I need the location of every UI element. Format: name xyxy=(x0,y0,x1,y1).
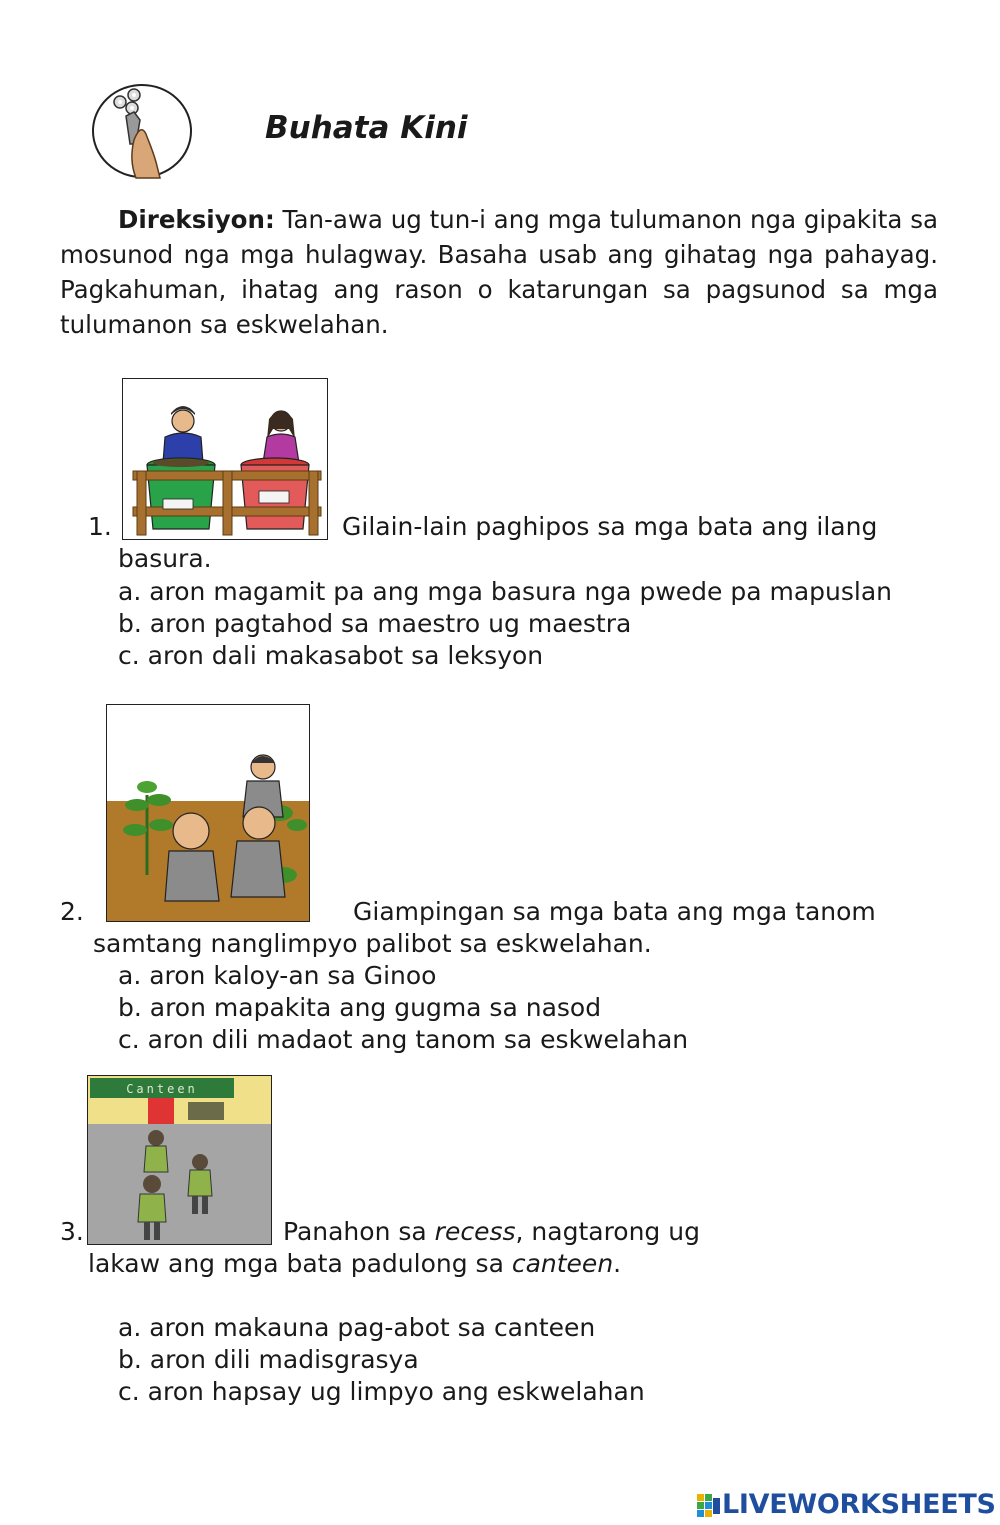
choice-option[interactable]: a. aron makauna pag-abot sa canteen xyxy=(118,1313,596,1342)
choice-option[interactable]: b. aron dili madisgrasya xyxy=(118,1345,419,1374)
wrench-hand-icon xyxy=(90,82,194,180)
worksheet-title: Buhata Kini xyxy=(265,110,468,146)
choice-option[interactable]: b. aron mapakita ang gugma sa nasod xyxy=(118,993,602,1022)
choice-option[interactable]: b. aron pagtahod sa maestro ug maestra xyxy=(118,609,632,638)
item-statement: Gilain-lain paghipos sa mga bata ang ilang xyxy=(342,512,878,541)
children-planting-illustration xyxy=(106,704,310,922)
choice-option[interactable]: c. aron dali makasabot sa leksyon xyxy=(118,641,544,670)
item-number: 3. xyxy=(60,1217,84,1246)
choice-option[interactable]: a. aron kaloy-an sa Ginoo xyxy=(118,961,437,990)
item-statement: Giampingan sa mga bata ang mga tanom xyxy=(353,897,876,926)
directions-label: Direksiyon: xyxy=(118,205,275,234)
item-number: 1. xyxy=(88,512,112,541)
item-statement: samtang nanglimpyo palibot sa eskwelahan. xyxy=(93,929,652,958)
item-statement: lakaw ang mga bata padulong sa canteen. xyxy=(88,1249,622,1278)
brand-logo[interactable]: LIVEWORKSHEETS xyxy=(722,1489,996,1520)
children-sorting-trash-bins-illustration xyxy=(122,378,328,540)
item-statement: Panahon sa recess, nagtarong ug xyxy=(283,1217,700,1246)
liveworksheets-logo-icon xyxy=(697,1494,721,1518)
item-statement: basura. xyxy=(118,544,212,573)
directions-text: Tan-awa ug tun-i ang mga tulumanon nga gipakita sa mosunod nga mga hulagway. Basaha usab ang gihatag nga pahayag. Pagkahuman, ihatag ang rason o katarungan sa pagsunod sa mga tulumanon sa eskwelahan. xyxy=(60,205,938,339)
children-walking-to-canteen-illustration xyxy=(87,1075,272,1245)
choice-option[interactable]: c. aron dili madaot ang tanom sa eskwelahan xyxy=(118,1025,689,1054)
choice-option[interactable]: c. aron hapsay ug limpyo ang eskwelahan xyxy=(118,1377,645,1406)
choice-option[interactable]: a. aron magamit pa ang mga basura nga pwede pa mapuslan xyxy=(118,577,892,606)
canteen-sign: Canteen xyxy=(126,1082,198,1096)
item-number: 2. xyxy=(60,897,84,926)
directions-paragraph xyxy=(60,202,938,342)
